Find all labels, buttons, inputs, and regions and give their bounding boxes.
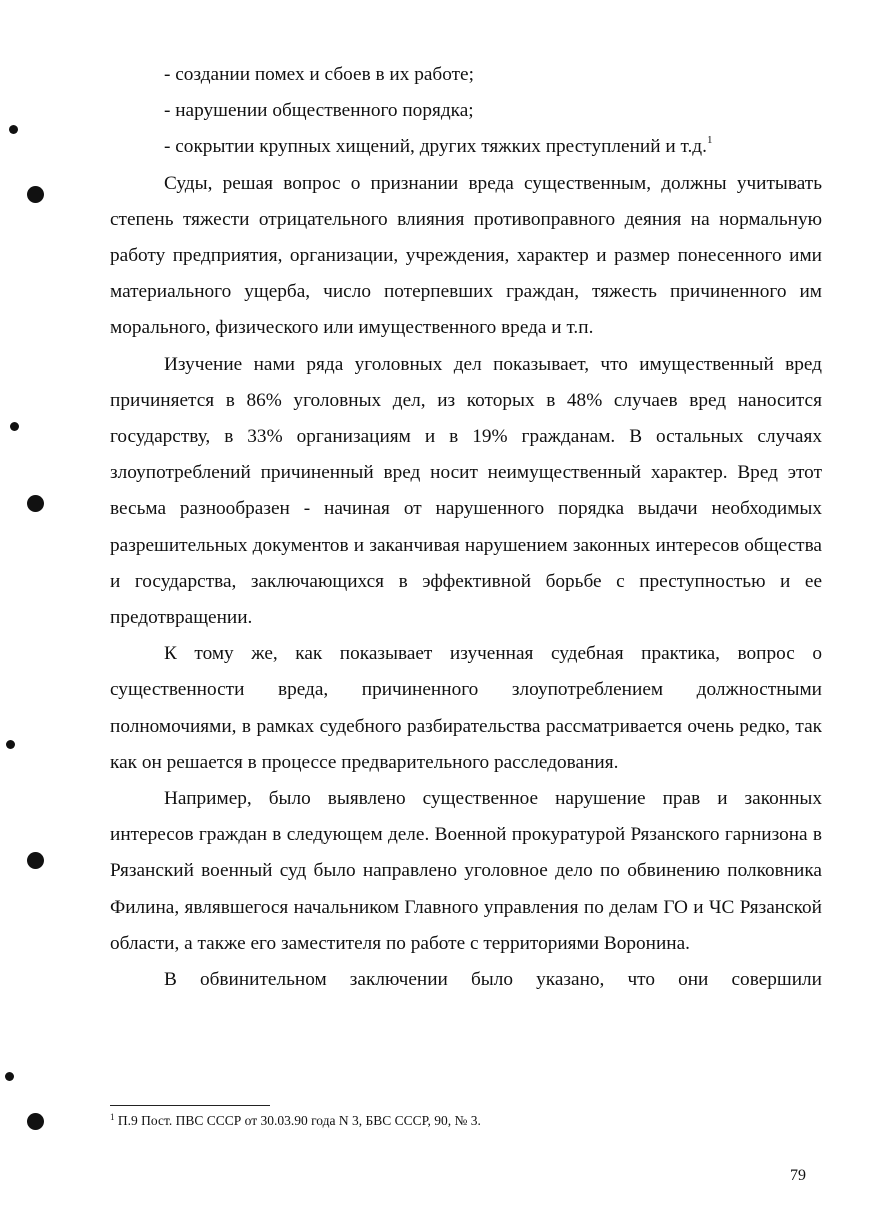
body-text (110, 57, 822, 998)
paragraph: Изучение нами ряда уголовных дел показывает, что имущественный вред причиняется в 86% уголовных дел, из которых в 48% случаев вред наносится государству, в 33% организациям и в 19% гражданам. В остальных случаях злоупотреблений причиненный вред носит неимущественный характер. Вред этот весьма разнообразен - начиная от нарушенного порядка выдачи необходимых разрешительных документов и заканчивая нарушением законных интересов общества и государства, заключающихся в эффективной борьбе с преступностью и ее предотвращении. (110, 353, 822, 629)
punch-hole-mark (27, 1113, 44, 1130)
paragraph: В обвинительном заключении было указано, что они совершили (164, 969, 822, 991)
page-number: 79 (790, 1167, 806, 1184)
footnote (110, 1112, 481, 1130)
footnote-divider (110, 1105, 270, 1106)
list-item: - сокрытии крупных хищений, других тяжких преступлений и т.д.$^1$ (164, 134, 713, 158)
punch-hole-mark (27, 186, 44, 203)
paragraph: К тому же, как показывает изученная судебная практика, вопрос о существенности вреда, причиненного злоупотреблением должностными полномочиями, в рамках судебного разбирательства рассматривается очень редко, так как он решается в процессе предварительного расследования. (110, 643, 822, 773)
punch-hole-mark (5, 1072, 14, 1081)
paragraph: Например, было выявлено существенное нарушение прав и законных интересов граждан в следующем деле. Военной прокуратурой Рязанского гарнизона в Рязанский военный суд было направлено уголовное дело по обвинению полковника Филина, являвшегося начальником Главного управления по делам ГО и ЧС Рязанской области, а также его заместителя по работе с территориями Воронина. (110, 788, 822, 954)
list-item: - создании помех и сбоев в их работе; (164, 64, 474, 85)
footnote-reference: 1 (706, 134, 713, 147)
punch-hole-mark (27, 495, 44, 512)
punch-hole-mark (6, 740, 15, 749)
footnote-text: П.9 Пост. ПВС СССР от 30.03.90 года N 3, БВС СССР, 90, № 3. (114, 1113, 481, 1128)
list-item: - нарушении общественного порядка; (164, 100, 474, 122)
punch-hole-mark (27, 852, 44, 869)
paragraph: Суды, решая вопрос о признании вреда существенным, должны учитывать степень тяжести отрицательного влияния противоправного деяния на нормальную работу предприятия, организации, учреждения, характер и размер понесенного ими материального ущерба, число потерпевших граждан, тяжесть причиненного им морального, физического или имущественного вреда и т.п. (110, 172, 822, 339)
footnote-marker: 1 (110, 1112, 115, 1122)
punch-hole-mark (10, 422, 19, 431)
punch-hole-mark (9, 125, 18, 134)
